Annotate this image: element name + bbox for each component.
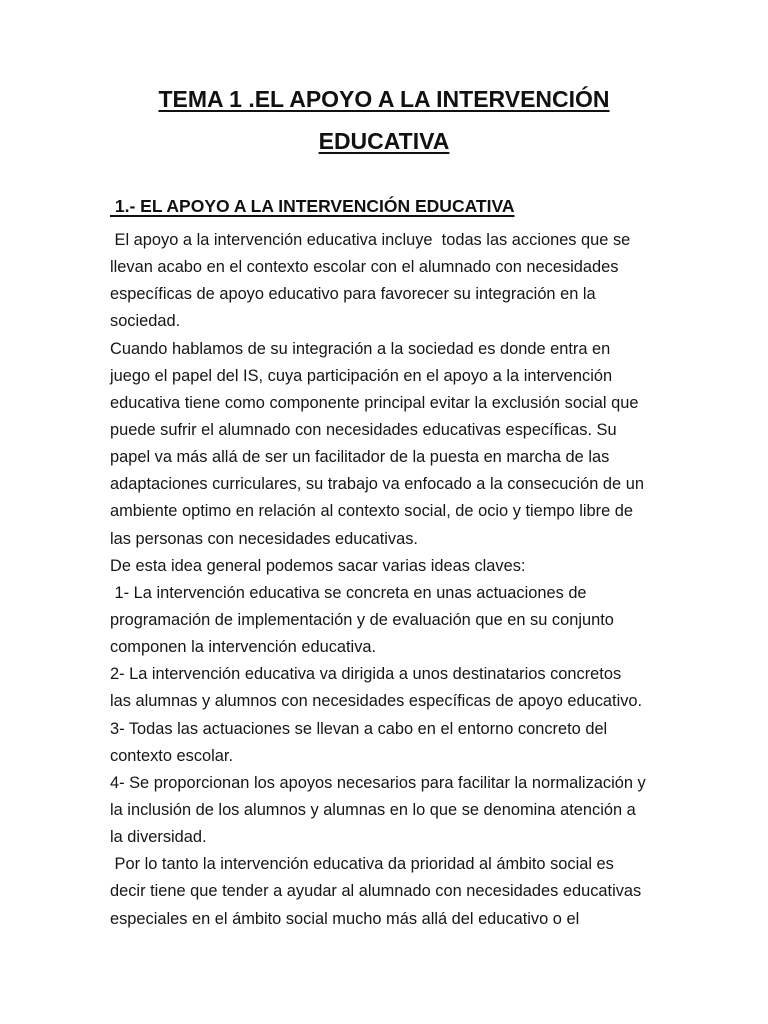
body-text-line: específicas de apoyo educativo para favorecer su integración en la xyxy=(110,285,596,304)
body-text-line: 3- Todas las actuaciones se llevan a cabo en el entorno concreto del xyxy=(110,719,608,738)
section-heading: 1.- EL APOYO A LA INTERVENCIÓN EDUCATIVA xyxy=(110,196,515,216)
body-text-line: llevan acabo en el contexto escolar con el alumnado con necesidades xyxy=(110,258,619,277)
body-text-line: puede sufrir el alumnado con necesidades educativas específicas. Su xyxy=(110,420,617,439)
document-title-line-1: TEMA 1 .EL APOYO A LA INTERVENCIÓN xyxy=(158,86,610,112)
body-text-line: juego el papel del IS, cuya participación en el apoyo a la intervención xyxy=(110,366,613,385)
body-text-line: Por lo tanto la intervención educativa da prioridad al ámbito social es xyxy=(110,855,614,874)
body-text-line: especiales en el ámbito social mucho más allá del educativo o el xyxy=(110,909,580,928)
body-text-line: las alumnas y alumnos con necesidades específicas de apoyo educativo. xyxy=(110,692,643,711)
body-text-line: El apoyo a la intervención educativa incluye todas las acciones que se xyxy=(110,231,631,249)
body-text-line: componen la intervención educativa. xyxy=(110,638,377,657)
body-text-line: 4- Se proporcionan los apoyos necesarios para facilitar la normalización y xyxy=(110,773,646,792)
body-text-line: De esta idea general podemos sacar varias ideas claves: xyxy=(110,556,526,575)
body-text-line: adaptaciones curriculares, su trabajo va enfocado a la consecución de un xyxy=(110,475,644,494)
body-text-line: Cuando hablamos de su integración a la sociedad es donde entra en xyxy=(110,339,611,358)
body-text-line: educativa tiene como componente principal evitar la exclusión social que xyxy=(110,393,639,412)
body-text-line: sociedad. xyxy=(110,312,181,331)
document-title-line-2: EDUCATIVA xyxy=(318,128,450,154)
body-text-line: ambiente optimo en relación al contexto social, de ocio y tiempo libre de xyxy=(110,502,633,521)
body-text-line: las personas con necesidades educativas. xyxy=(110,529,418,548)
body-text-line: 2- La intervención educativa va dirigida a unos destinatarios concretos xyxy=(110,665,622,684)
body-text-line: la inclusión de los alumnos y alumnas en lo que se denomina atención a xyxy=(110,800,636,819)
body-text xyxy=(110,227,670,933)
body-text-line: 1- La intervención educativa se concreta en unas actuaciones de xyxy=(110,583,587,602)
body-text-line: papel va más allá de ser un facilitador de la puesta en marcha de las xyxy=(110,448,610,467)
body-text-line: contexto escolar. xyxy=(110,746,234,765)
body-text-line: programación de implementación y de evaluación que en su conjunto xyxy=(110,610,614,629)
body-text-line: decir tiene que tender a ayudar al alumnado con necesidades educativas xyxy=(110,882,642,901)
body-text-line: la diversidad. xyxy=(110,828,207,847)
